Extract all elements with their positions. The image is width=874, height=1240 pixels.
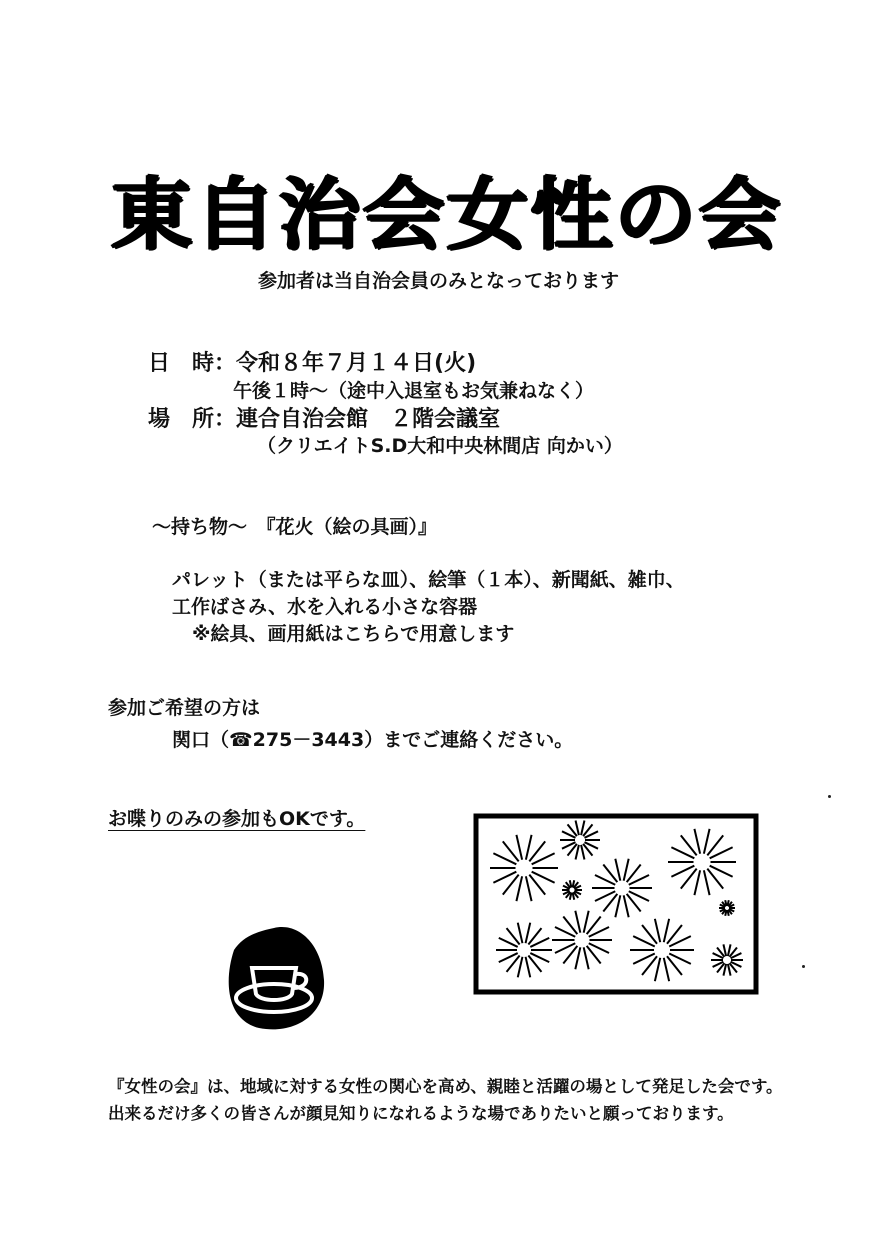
place-value: 連合自治会館 ２階会議室	[236, 407, 501, 432]
firework-ray	[728, 964, 731, 976]
firework-ray	[575, 947, 580, 969]
firework-ray	[728, 944, 731, 956]
firework-ray	[664, 958, 669, 981]
firework-ray	[723, 964, 726, 976]
items-line-1: パレット（または平らな皿）、絵筆（１本）、新聞紙、雑巾、	[172, 569, 685, 591]
firework-ray	[576, 821, 579, 836]
firework-ray	[581, 821, 584, 836]
page-title: 東自治会女性の会	[110, 170, 783, 261]
items-note: ※絵具、画用紙はこちらで用意します	[192, 623, 515, 645]
chat-only-note: お喋りのみの参加もOKです。	[108, 808, 366, 830]
scan-speck	[802, 965, 805, 968]
firework-ray	[518, 957, 523, 977]
firework-ray	[723, 944, 726, 956]
firework-ray	[725, 900, 726, 906]
firework-ray	[581, 845, 584, 860]
date-row	[148, 346, 476, 377]
items-heading: ～持ち物～ 『花火（絵の具画）』	[152, 516, 438, 538]
firework-ray	[655, 919, 660, 942]
firework-ray	[526, 957, 531, 977]
date-label: 日 時：	[148, 351, 237, 376]
firework-ray	[624, 859, 629, 881]
items-line-2: 工作ばさみ、水を入れる小さな容器	[172, 596, 478, 618]
place-label: 場 所：	[148, 407, 237, 432]
place-note: （クリエイトS.D大和中央林間店 向かい）	[257, 435, 623, 457]
firework-ray	[694, 870, 700, 895]
members-only-notice: 参加者は当自治会員のみとなっております	[258, 270, 620, 292]
time-value: 午後１時～（途中入退室もお気兼ねなく）	[233, 380, 595, 402]
firework-ray	[615, 859, 620, 881]
contact-intro: 参加ご希望の方は	[108, 697, 261, 719]
firework-ray	[516, 876, 522, 901]
firework-ray	[575, 911, 580, 933]
date-value: 令和８年７月１４日(火)	[236, 351, 477, 376]
firework-ray	[727, 910, 728, 916]
firework-ray	[624, 895, 629, 917]
firework-ray	[526, 923, 531, 943]
place-row	[148, 402, 500, 433]
firework-ray	[704, 829, 710, 854]
firework-ray	[615, 895, 620, 917]
firework-ray	[664, 919, 669, 942]
scan-speck	[828, 795, 831, 798]
firework-ray	[694, 829, 700, 854]
firework-ray	[516, 835, 522, 860]
firework-ray	[584, 947, 589, 969]
firework-ray	[518, 923, 523, 943]
firework-ray	[526, 876, 532, 901]
contact-line: 関口（☎275－3443）までご連絡ください。	[172, 729, 574, 751]
about-paragraph: 『女性の会』は、地域に対する女性の関心を高め、親睦と活躍の場として発足した会です。出来るだけ多くの皆さんが顔見知りになれるような場でありたいと願っております。	[108, 1077, 783, 1123]
firework-ray	[526, 835, 532, 860]
fireworks-illustration	[472, 810, 762, 1000]
firework-ray	[576, 845, 579, 860]
coffee-cup-icon	[214, 910, 334, 1035]
firework-ray	[584, 911, 589, 933]
firework-ray	[704, 870, 710, 895]
firework-ray	[655, 958, 660, 981]
